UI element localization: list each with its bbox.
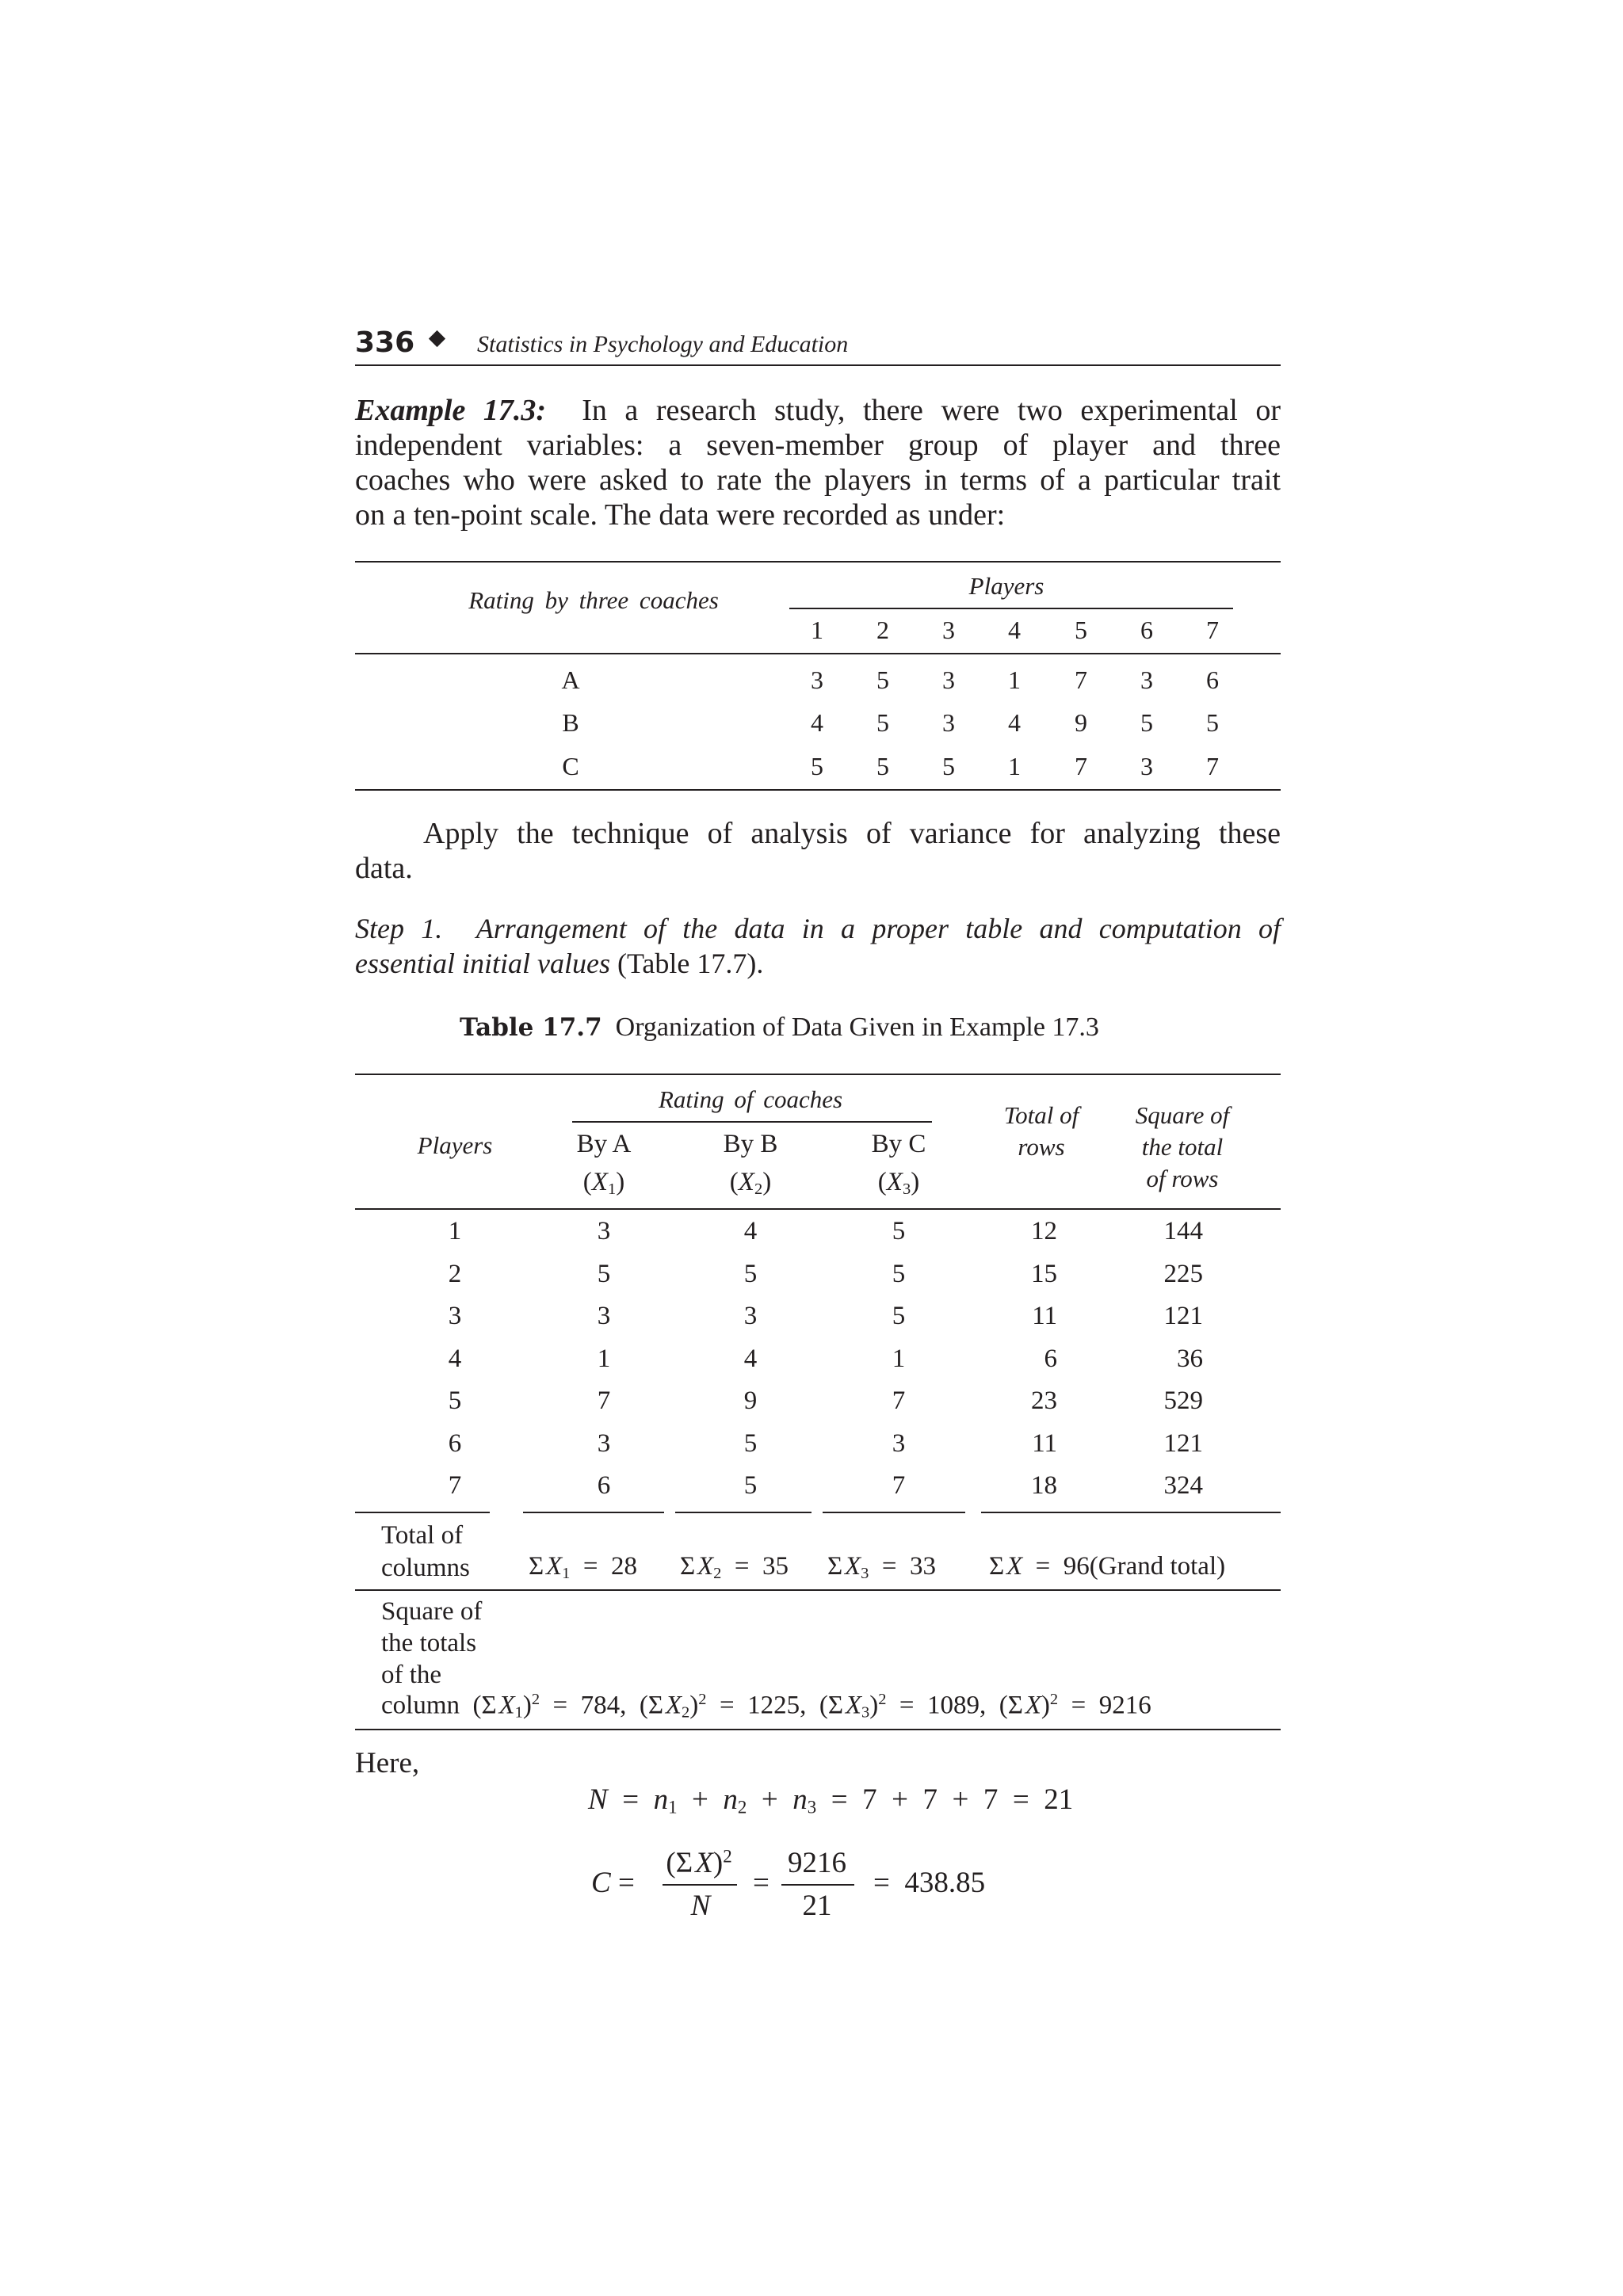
column-header: 4 [1008,616,1021,644]
by-c-header: By C [871,1130,926,1158]
here-label: Here, [355,1747,420,1779]
x2-header: $(X_2)$ [729,1168,772,1199]
table-cell: 144 [1163,1217,1203,1245]
table-rule-top [355,1074,1281,1075]
table-cell: 1 [1008,752,1021,780]
table-cell: 3 [1140,752,1153,780]
x3-header: $(X_3)$ [877,1168,920,1199]
sum-x2: Σ $X_2 = 35$ [680,1552,789,1583]
row-label: A [561,666,580,694]
by-a-header: By A [576,1130,632,1158]
player-cell: 4 [448,1344,462,1373]
table-cell: 3 [597,1217,611,1245]
table-cell: 23 [1031,1386,1057,1415]
c-result: = 438.85 [873,1867,986,1899]
column-rule [675,1512,812,1513]
column-header: 2 [876,616,889,644]
table-cell: 529 [1163,1386,1203,1415]
by-b-header: By B [723,1130,778,1158]
table-row-header: Rating by three coaches [468,586,719,614]
row-label: C [562,752,579,780]
c-denominator-value: 21 [802,1890,832,1922]
table-rule-top [355,561,1281,563]
column-header: 6 [1140,616,1153,644]
table-cell: 324 [1163,1471,1203,1500]
table-cell: 9 [1075,708,1087,737]
c-lhs: C = [591,1867,635,1899]
table-cell: 11 [1032,1302,1057,1330]
column-rule [823,1512,965,1513]
x1-header: $(X_1)$ [582,1168,625,1199]
players-group-header: Players [968,572,1044,600]
total-rows-header: Total of rows [1003,1101,1079,1161]
table-cell: 5 [811,752,823,780]
player-cell: 1 [448,1217,462,1245]
c-fraction-numerator: (Σ X)$^2$ [666,1846,732,1879]
player-cell: 2 [448,1259,462,1288]
table-cell: 4 [811,708,823,737]
table-rule-header [355,1208,1281,1210]
table-caption [460,1013,1099,1043]
column-header: 5 [1075,616,1087,644]
table-cell: 4 [743,1217,758,1245]
rating-group-rule [572,1121,932,1123]
table-cell: 5 [892,1302,906,1330]
running-title: Statistics in Psychology and Education [477,331,849,357]
table-cell: 12 [1031,1217,1057,1245]
table-cell: 18 [1031,1471,1057,1500]
c-numerator-value: 9216 [788,1847,846,1879]
table-cell: 3 [811,666,823,694]
example-paragraph: Example 17.3: In a research study, there were two experimental or independent variables: a seven-member group of player and three coaches who were asked to rate the players in terms of a particular trait on a ten-point scale. The data were recorded as under: [355,394,1281,532]
table-rule-header [355,653,1281,654]
table-cell: 5 [876,752,889,780]
diamond-icon [429,330,445,347]
player-cell: 5 [448,1386,462,1415]
table-cell: 7 [1075,752,1087,780]
table-cell: 6 [597,1471,611,1500]
table-cell: 5 [743,1259,758,1288]
table-cell: 7 [892,1386,906,1415]
table-cell: 9 [743,1386,758,1415]
table-cell: 1 [1008,666,1021,694]
table-rule-totals [355,1589,1281,1591]
table-cell: 5 [876,666,889,694]
table-cell: 1 [597,1344,611,1373]
column-rule [355,1512,490,1513]
sum-x3: Σ $X_3 = 33$ [827,1552,936,1583]
table-cell: 3 [892,1428,906,1458]
column-header: 7 [1206,616,1219,644]
column-rule [981,1512,1281,1513]
player-cell: 3 [448,1302,462,1330]
c-fraction-denominator: N [690,1890,711,1922]
column-header: 1 [811,616,823,644]
table-cell: 6 [1044,1344,1057,1373]
totals-label: Total of columns [381,1521,470,1582]
player-cell: 6 [448,1428,462,1458]
fraction-bar [781,1884,854,1886]
players-group-rule [789,608,1233,609]
table-cell: 225 [1163,1259,1203,1288]
table-cell: 5 [1140,708,1153,737]
table-cell: 1 [892,1344,906,1373]
table-cell: 6 [1206,666,1219,694]
table-cell: 7 [1206,752,1219,780]
table-cell: 5 [597,1259,611,1288]
table-cell: 3 [597,1302,611,1330]
step-paragraph: Step 1. Arrangement of the data in a proper table and computation of essential initial values (Table 17.7). [355,913,1281,979]
table-cell: 15 [1031,1259,1057,1288]
table-cell: 4 [743,1344,758,1373]
sum-x1: Σ $X_1 = 28$ [529,1552,637,1583]
table-cell: 3 [1140,666,1153,694]
table-cell: 121 [1163,1302,1203,1330]
n-formula: $N = n_1 + n_2 + n_3 = 7 + 7 + 7 = 21$ [588,1783,1074,1817]
table-cell: 4 [1008,708,1021,737]
square-rows-header: Square of the total of rows [1135,1101,1230,1192]
table-caption-label: Table 17.7 [460,1013,602,1042]
rating-group-header: Rating of coaches [658,1085,843,1113]
squares-values: column (Σ $X_1)^2 = 784$, (Σ $X_2)^2 = 1225$, (Σ $X_3)^2 = 1089$, (Σ X)$^2$ = 9216 [381,1691,1151,1722]
players-header: Players [417,1131,493,1159]
table-cell: 5 [743,1471,758,1500]
table-cell: 5 [1206,708,1219,737]
example-label: Example 17.3: [355,394,547,427]
table-cell: 7 [597,1386,611,1415]
table-cell: 5 [892,1217,906,1245]
table-cell: 5 [892,1259,906,1288]
table-cell: 3 [743,1302,758,1330]
table-cell: 7 [892,1471,906,1500]
table-rule-bottom [355,1729,1281,1730]
step-label: Step 1. [355,913,443,944]
player-cell: 7 [448,1471,462,1500]
column-rule [523,1512,664,1513]
equals-sign: = [753,1867,769,1899]
table-cell: 11 [1032,1428,1057,1458]
apply-paragraph: Apply the technique of analysis of variance for analyzing these data. [355,817,1281,885]
table-cell: 3 [942,666,955,694]
column-header: 3 [942,616,955,644]
page-number: 336 [355,326,415,359]
table-rule-bottom [355,789,1281,791]
table-cell: 5 [876,708,889,737]
squares-label: Square of the totals of the [381,1597,483,1689]
table-cell: 5 [942,752,955,780]
table-cell: 7 [1075,666,1087,694]
table-cell: 5 [743,1428,758,1458]
sum-x-grand-total: Σ X = 96(Grand total) [989,1552,1226,1581]
row-label: B [562,708,579,737]
table-caption-text: Organization of Data Given in Example 17.3 [615,1013,1099,1042]
fraction-bar [663,1884,737,1886]
table-cell: 3 [597,1428,611,1458]
table-cell: 121 [1163,1428,1203,1458]
table-cell: 36 [1177,1344,1203,1373]
table-cell: 3 [942,708,955,737]
header-rule [355,364,1281,366]
